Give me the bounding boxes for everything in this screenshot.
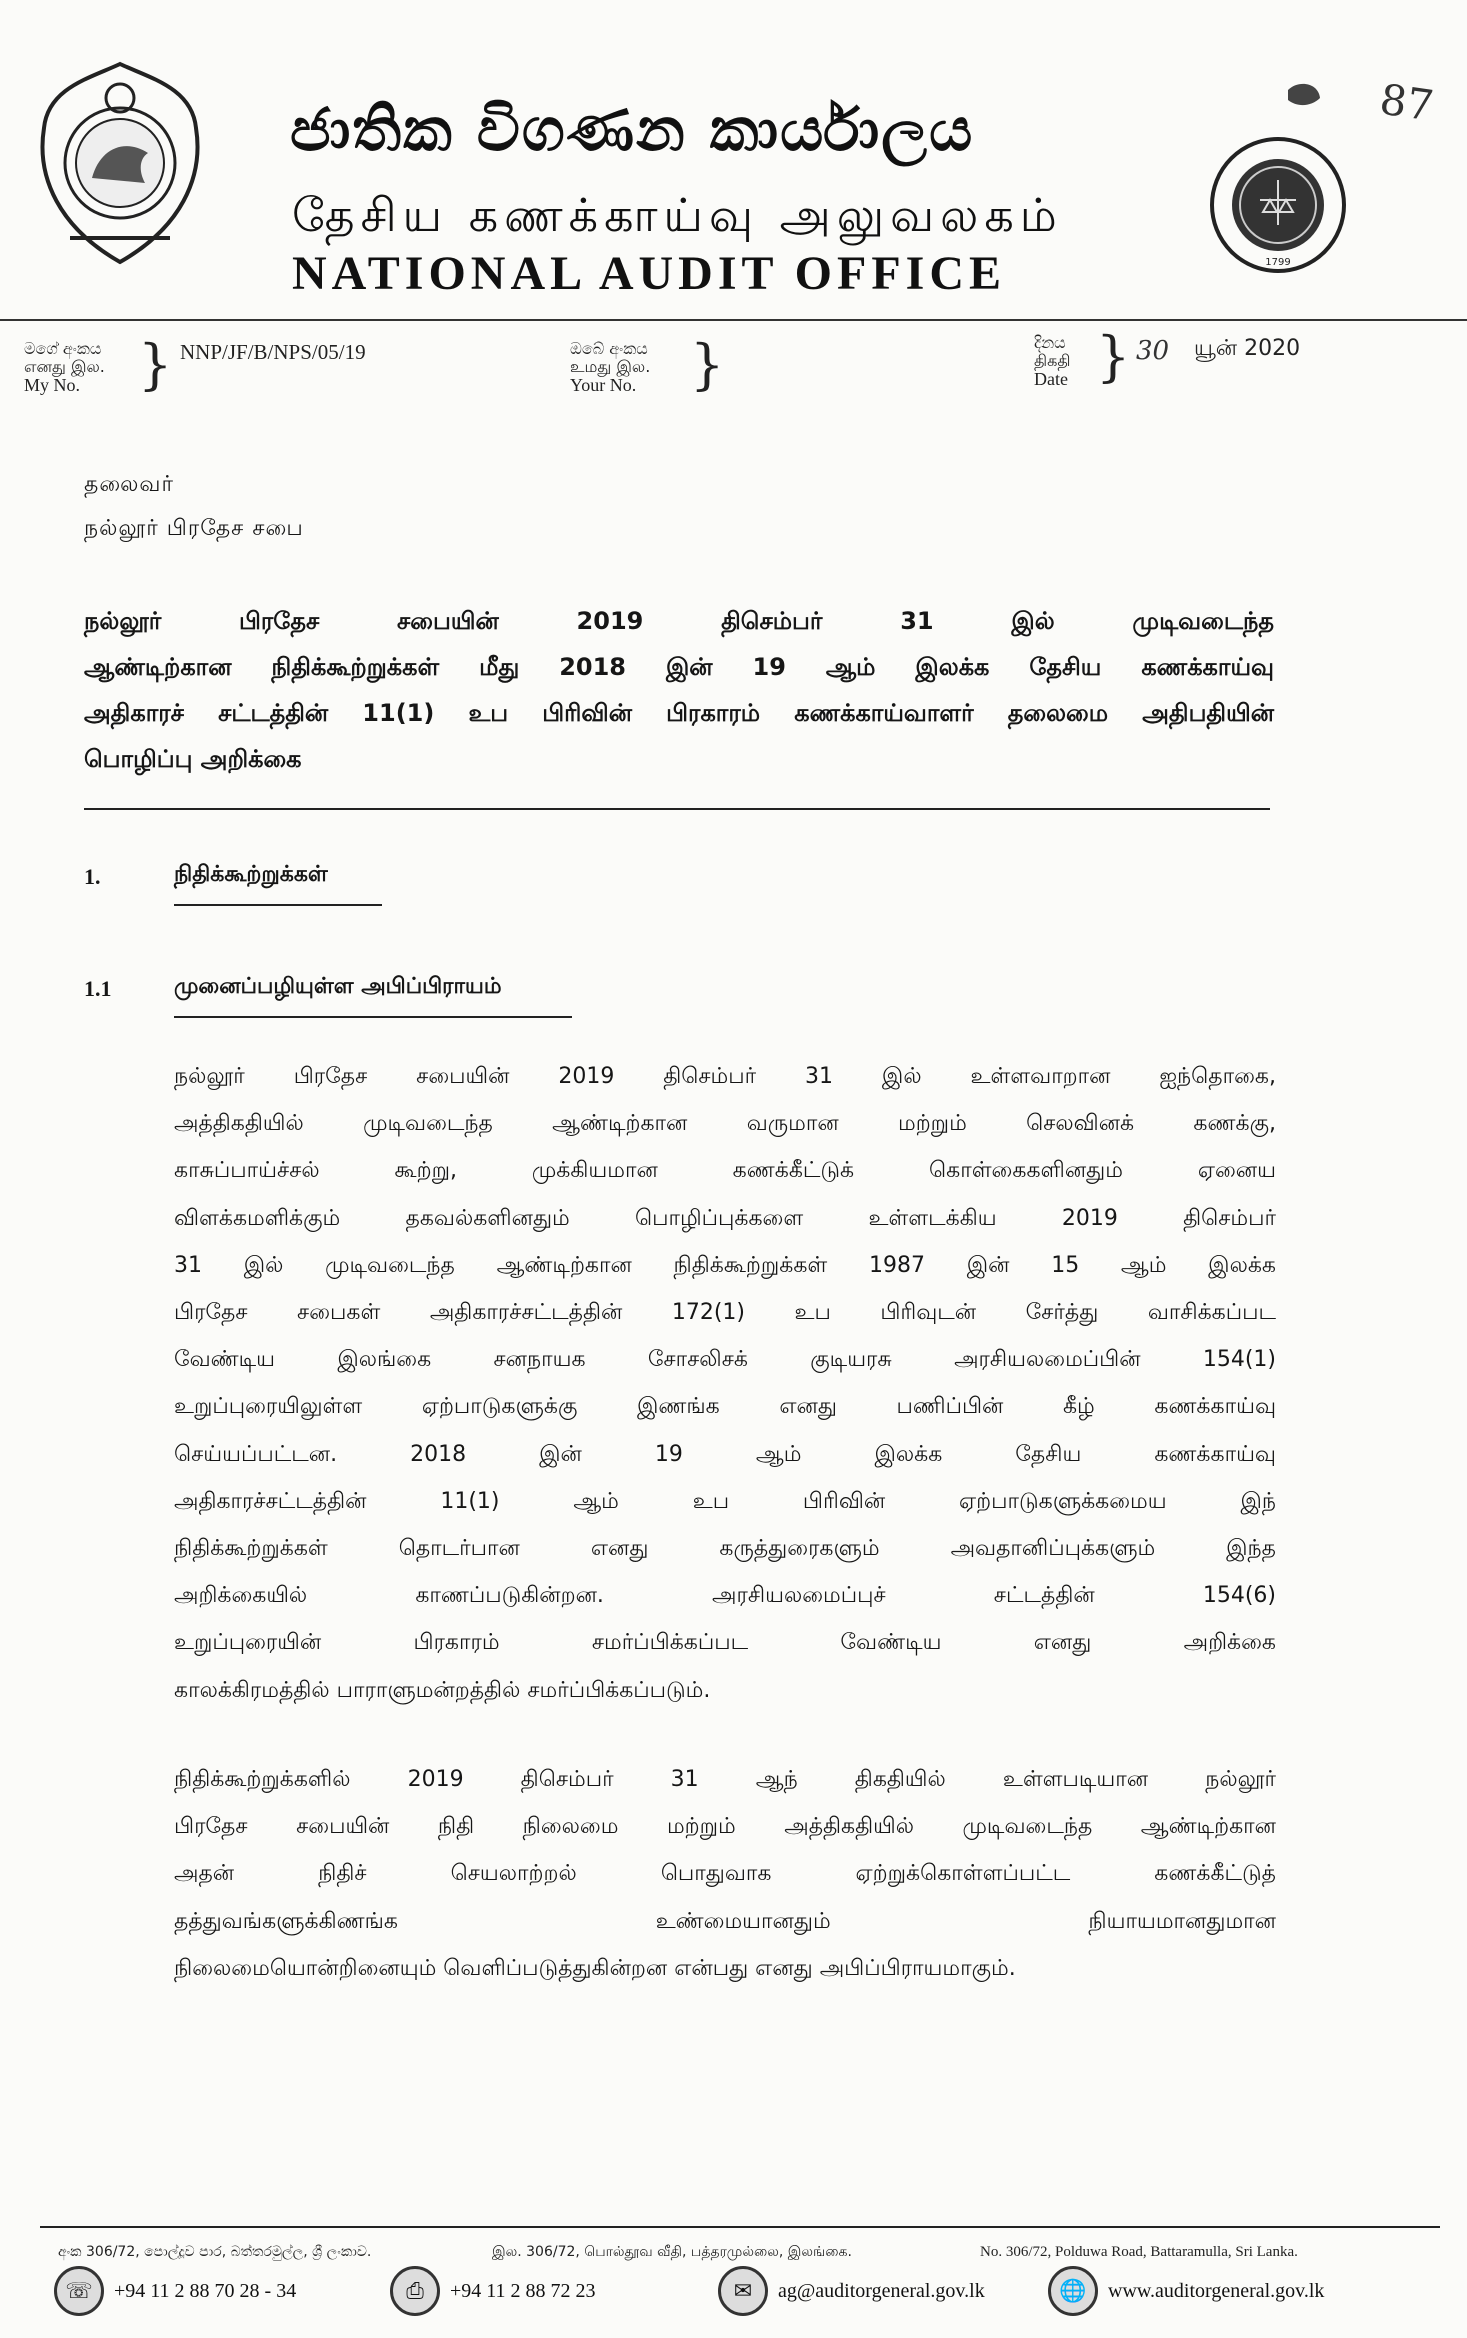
opinion-paragraph-1: நல்லூர் பிரதேச சபையின் 2019 திசெம்பர் 31 இல் உள்ளவாறான ஐந்தொகை, அத்திகதியில் முடிவடைந்த ஆண்டிற்கான வருமான மற்றும் செலவினக் கணக்கு, காசுப்பாய்ச்சல் கூற்று, முக்கியமான கணக்கீட்டுக் கொள்கைகளினதும் ஏனைய விளக்கமளிக்கும் தகவல்களினதும் பொழிப்புக்களை உள்ளடக்கிய 2019 திசெம்பர் 31 இல் முடிவடைந்த ஆண்டிற்கான நிதிக்கூற்றுக்கள் 1987 இன் 15 ஆம் இலக்க பிரதேச சபைகள் அதிகாரச்சட்டத்தின் 172(1) உப பிரிவுடன் சேர்த்து வாசிக்கப்பட வேண்டிய இலங்கை சனநாயக சோசலிசக் குடியரசு அரசியலமைப்பின் 154(1) உறுப்புரையிலுள்ள ஏற்பாடுகளுக்கு இணங்க எனது பணிப்பின் கீழ் கணக்காய்வு செய்யப்பட்டன. 2018 இன் 19 ஆம் இலக்க தேசிய கணக்காய்வு அதிகாரச்சட்டத்தின் 11(1) ஆம் உப பிரிவின் ஏற்பாடுகளுக்கமைய இந் நிதிக்கூற்றுக்கள் தொடர்பான எனது கருத்துரைகளும் அவதானிப்புக்களும் இந்த அறிக்கையில் காணப்படுகின்றன. அரசியலமைப்புச் சட்டத்தின் 154(6) உறுப்புரையின் பிரகாரம் சமர்ப்பிக்கப்பட வேண்டிய எனது அறிக்கை காலக்கிரமத்தில் பாராளுமன்றத்தில் சமர்ப்பிக்கப்படும்.	[174, 1064, 1276, 1703]
footer-address-english: No. 306/72, Polduwa Road, Battaramulla, Sri Lanka.	[980, 2244, 1298, 2260]
footer-address-sinhala: අංක 306/72, පොල්දූව පාර, බත්තරමුල්ල, ශ්‍රී ලංකාව.	[58, 2244, 372, 2260]
brace-my-no: }	[138, 333, 173, 396]
addressee-organisation: நல்லூர் பிரதேச சபை	[84, 516, 304, 541]
globe-icon: 🌐	[1048, 2266, 1098, 2316]
footer-website: 🌐 www.auditorgeneral.gov.lk	[1048, 2266, 1324, 2316]
footer-fax: ⎙ +94 11 2 88 72 23	[390, 2266, 596, 2316]
handwritten-page-number: 87	[1376, 74, 1437, 131]
email-icon: ✉	[718, 2266, 768, 2316]
date-day-handwritten: 30	[1136, 336, 1170, 366]
footer-email: ✉ ag@auditorgeneral.gov.lk	[718, 2266, 985, 2316]
section-1-1-underline	[174, 1016, 572, 1018]
phone-icon: ☏	[54, 2266, 104, 2316]
brace-your-no: }	[690, 333, 725, 396]
audit-office-seal-icon	[1208, 80, 1388, 290]
report-heading: நல்லூர் பிரதேச சபையின் 2019 திசெம்பர் 31 இல் முடிவடைந்த ஆண்டிற்கான நிதிக்கூற்றுக்கள் மீது 2018 இன் 19 ஆம் இலக்க தேசிய கணக்காய்வு அதிகாரச் சட்டத்தின் 11(1) உப பிரிவின் பிரகாரம் கணக்காய்வாளர் தலைமை அதிபதியின் பொழிப்பு அறிக்கை	[84, 607, 1274, 773]
date-labels: දිනය திகதி Date	[1034, 333, 1071, 389]
title-english: NATIONAL AUDIT OFFICE	[292, 247, 1006, 300]
section-1-1-title: முனைப்பழியுள்ள அபிப்பிராயம்	[174, 974, 502, 999]
sri-lanka-emblem-icon	[30, 58, 210, 268]
footer-phone: ☏ +94 11 2 88 70 28 - 34	[54, 2266, 296, 2316]
section-1-number: 1.	[84, 864, 101, 889]
fax-icon: ⎙	[390, 2266, 440, 2316]
section-1-title: நிதிக்கூற்றுக்கள்	[174, 862, 328, 887]
addressee-title: தலைவர்	[84, 472, 174, 497]
my-no-labels: මගේ අංකය எனது இல. My No.	[24, 339, 105, 395]
letterhead-rule	[0, 319, 1467, 321]
title-tamil: தேசிய கணக்காய்வு அலுவலகம்	[292, 188, 1063, 242]
brace-date: }	[1096, 325, 1131, 388]
heading-divider	[84, 808, 1270, 810]
opinion-paragraph-2: நிதிக்கூற்றுக்களில் 2019 திசெம்பர் 31 ஆந் திகதியில் உள்ளபடியான நல்லூர் பிரதேச சபையின் நிதி நிலைமை மற்றும் அத்திகதியில் முடிவடைந்த ஆண்டிற்கான அதன் நிதிச் செயலாற்றல் பொதுவாக ஏற்றுக்கொள்ளப்பட்ட கணக்கீட்டுத் தத்துவங்களுக்கிணங்க உண்மையானதும் நியாயமானதுமான நிலைமையொன்றினையும் வெளிப்படுத்துகின்றன என்பது எனது அபிப்பிராயமாகும்.	[174, 1767, 1276, 1981]
my-no-value: NNP/JF/B/NPS/05/19	[180, 340, 366, 364]
footer-rule	[40, 2226, 1440, 2228]
your-no-labels: ඔබේ අංකය உமது இல. Your No.	[570, 339, 651, 395]
title-sinhala: ජාතික විගණන කාර්යාලය	[290, 95, 975, 165]
seal-year: 1799	[1265, 257, 1291, 268]
section-1-1-number: 1.1	[84, 976, 112, 1001]
date-value: யூன் 2020	[1194, 336, 1301, 361]
section-1-underline	[174, 904, 382, 906]
footer-address-tamil: இல. 306/72, பொல்தூவ வீதி, பத்தரமுல்லை, இலங்கை.	[492, 2244, 852, 2260]
